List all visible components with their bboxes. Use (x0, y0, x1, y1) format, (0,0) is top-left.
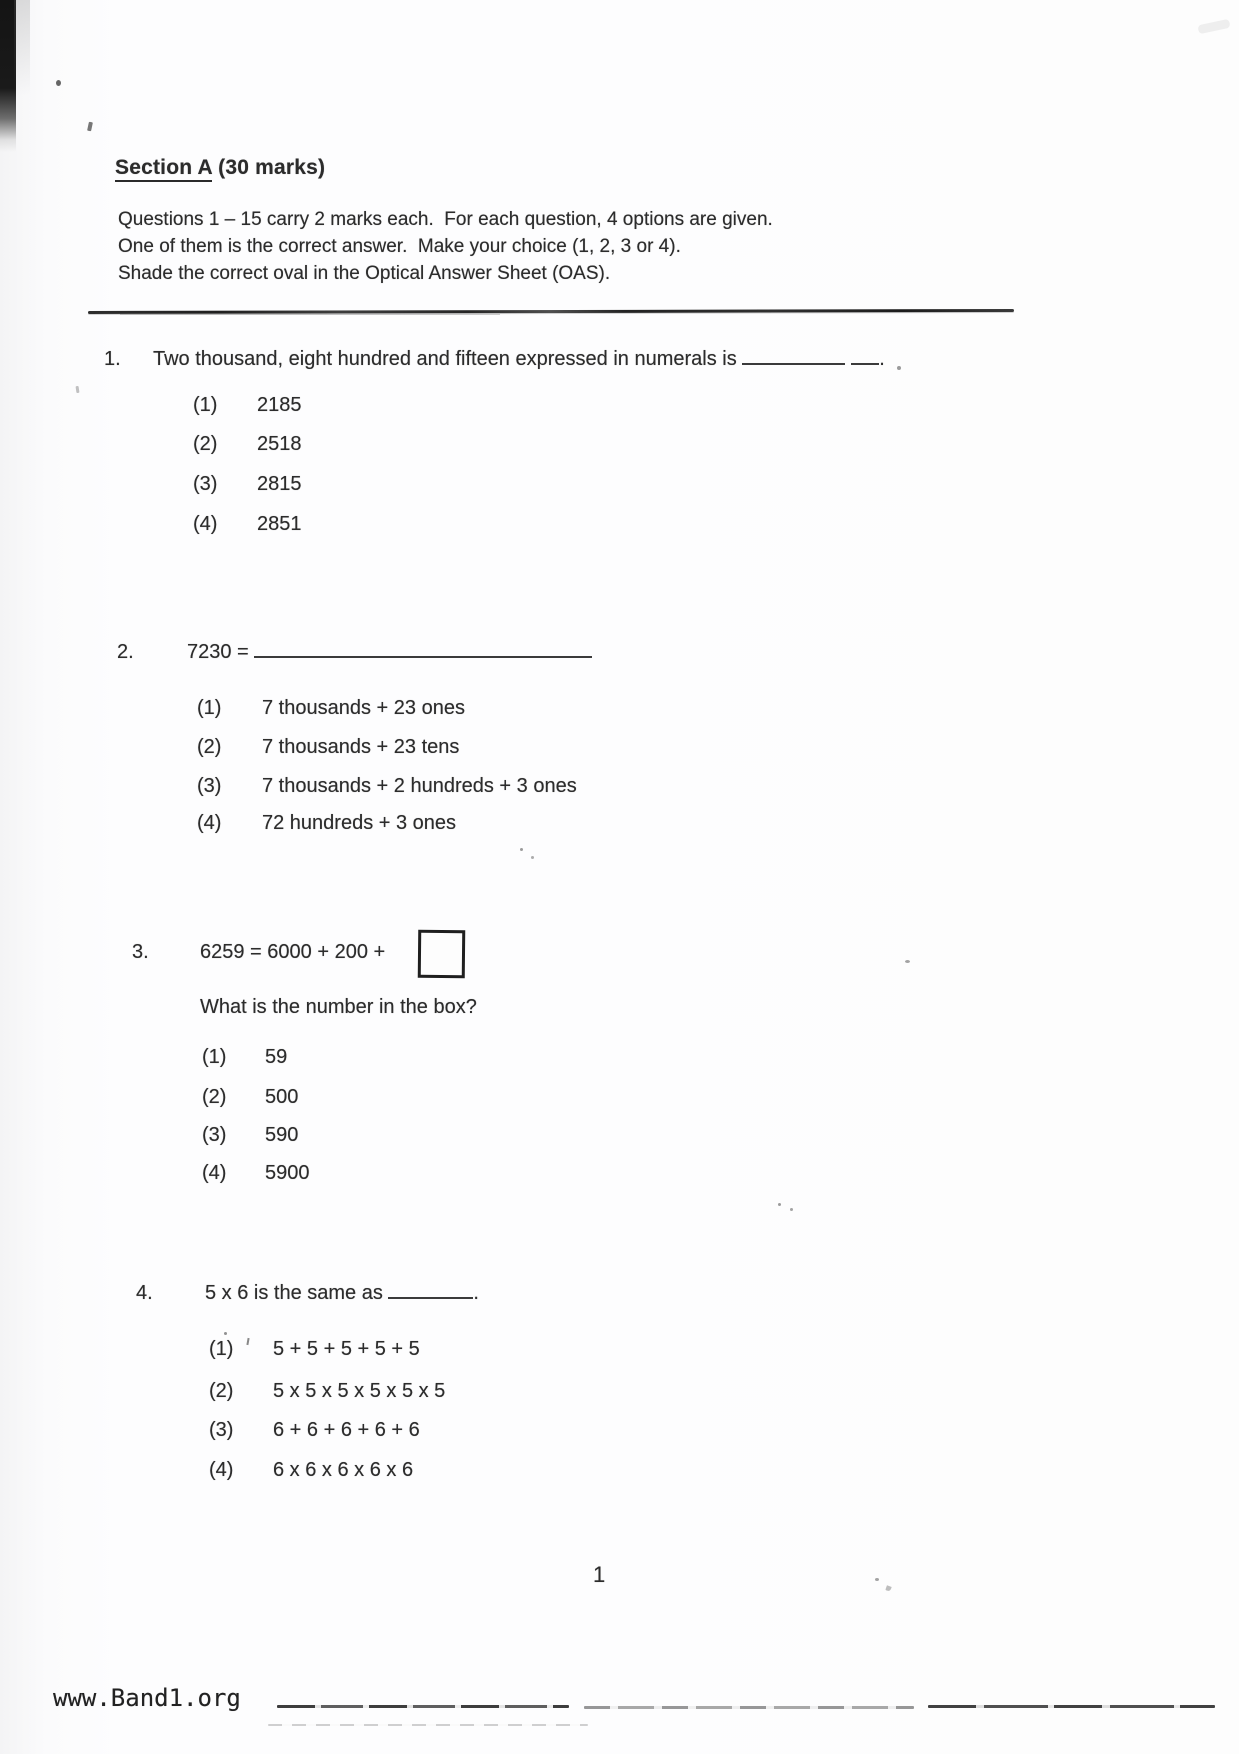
option-row (202, 1086, 298, 1109)
option-marker: (4) (209, 1459, 234, 1481)
option-marker: (2) (193, 433, 218, 455)
question-number: 3. (132, 941, 149, 963)
footer-line (928, 1705, 1215, 1708)
option-text: 7 thousands + 23 ones (262, 697, 465, 719)
scan-artifact-dot (778, 1203, 781, 1206)
scan-artifact-dot (520, 848, 523, 851)
footer-line-faint (268, 1724, 588, 1726)
scan-artifact-dot (56, 80, 61, 86)
question-stem-text: Two thousand, eight hundred and fifteen expressed in numerals is (153, 348, 743, 370)
option-row (197, 812, 456, 835)
option-marker: (1) (197, 697, 222, 719)
answer-box (418, 930, 466, 978)
option-marker: (2) (202, 1086, 227, 1108)
scan-artifact-dot (531, 856, 534, 859)
answer-blank (254, 642, 592, 658)
scan-artifact-tick (76, 386, 80, 393)
option-row (193, 394, 302, 417)
footer-line (584, 1706, 914, 1709)
instruction-line-3: Shade the correct oval in the Optical Answer Sheet (OAS). (118, 263, 611, 284)
option-marker: (3) (193, 473, 218, 495)
option-marker: (3) (209, 1419, 234, 1441)
option-text: 500 (265, 1086, 299, 1108)
answer-blank (388, 1283, 473, 1299)
instruction-line-2: One of them is the correct answer. Make your choice (1, 2, 3 or 4). (118, 236, 681, 257)
option-row (197, 775, 577, 798)
option-text: 59 (265, 1046, 288, 1068)
option-text: 2185 (257, 394, 302, 416)
scan-artifact-mark (885, 1585, 891, 1591)
question-sub-text: What is the number in the box? (200, 996, 477, 1018)
question-stem-text: 5 x 6 is the same as (205, 1282, 389, 1304)
option-row (209, 1459, 413, 1482)
question-stem (187, 641, 592, 664)
option-marker: (1) (209, 1338, 234, 1360)
option-row (193, 513, 302, 536)
option-row (193, 433, 302, 456)
option-marker: (1) (202, 1046, 227, 1068)
question-number: 1. (104, 348, 121, 370)
option-marker: (2) (209, 1380, 234, 1402)
stem-period: . (473, 1282, 479, 1304)
scan-artifact-smudge (1197, 19, 1230, 34)
option-row (209, 1338, 420, 1361)
option-text: 6 x 6 x 6 x 6 x 6 (273, 1459, 414, 1481)
option-row (197, 736, 459, 759)
option-marker: (2) (197, 736, 222, 758)
option-marker: (4) (197, 812, 222, 834)
scan-artifact-haze (14, 0, 30, 96)
option-text: 5900 (265, 1162, 310, 1184)
option-text: 2815 (257, 473, 302, 495)
stem-period: . (879, 348, 885, 370)
option-row (209, 1380, 445, 1403)
answer-blank (851, 349, 879, 365)
option-text: 2851 (257, 513, 302, 535)
option-row (209, 1419, 420, 1442)
scan-artifact-dot (224, 1332, 227, 1335)
question-number: 2. (117, 641, 134, 663)
option-text: 7 thousands + 2 hundreds + 3 ones (262, 775, 577, 797)
question-stem-text: 7230 = (187, 641, 255, 663)
section-heading (115, 156, 325, 180)
question-stem (153, 348, 885, 371)
scan-artifact-dot (897, 366, 901, 370)
option-text: 2518 (257, 433, 302, 455)
option-marker: (3) (197, 775, 222, 797)
option-marker: (4) (193, 513, 218, 535)
option-row (202, 1162, 310, 1185)
option-marker: (4) (202, 1162, 227, 1184)
answer-blank (742, 349, 845, 365)
footer-url: www.Band1.org (53, 1684, 241, 1712)
question-stem: 6259 = 6000 + 200 + (200, 941, 386, 963)
scan-artifact-dot (875, 1578, 879, 1581)
question-stem (205, 1282, 479, 1305)
option-text: 5 x 5 x 5 x 5 x 5 x 5 (273, 1380, 446, 1402)
option-row (193, 473, 302, 496)
option-text: 7 thousands + 23 tens (262, 736, 460, 758)
section-divider-echo (120, 314, 500, 315)
option-text: 72 hundreds + 3 ones (262, 812, 457, 834)
section-heading-marks: (30 marks) (212, 156, 326, 179)
scan-artifact-tick (87, 122, 93, 132)
option-marker: (1) (193, 394, 218, 416)
footer-line (277, 1705, 569, 1708)
option-text: 590 (265, 1124, 299, 1146)
page-number: 1 (593, 1562, 606, 1587)
instruction-line-1: Questions 1 – 15 carry 2 marks each. For each question, 4 options are given. (118, 209, 773, 230)
scan-artifact-dot (905, 960, 910, 963)
option-text: 5 + 5 + 5 + 5 + 5 (273, 1338, 420, 1360)
option-row (202, 1046, 287, 1069)
option-text: 6 + 6 + 6 + 6 + 6 (273, 1419, 420, 1441)
question-number: 4. (136, 1282, 153, 1304)
section-heading-underlined: Section A (115, 156, 212, 182)
option-marker: (3) (202, 1124, 227, 1146)
option-row (197, 697, 465, 720)
option-row (202, 1124, 298, 1147)
scan-artifact-dot (790, 1208, 793, 1211)
